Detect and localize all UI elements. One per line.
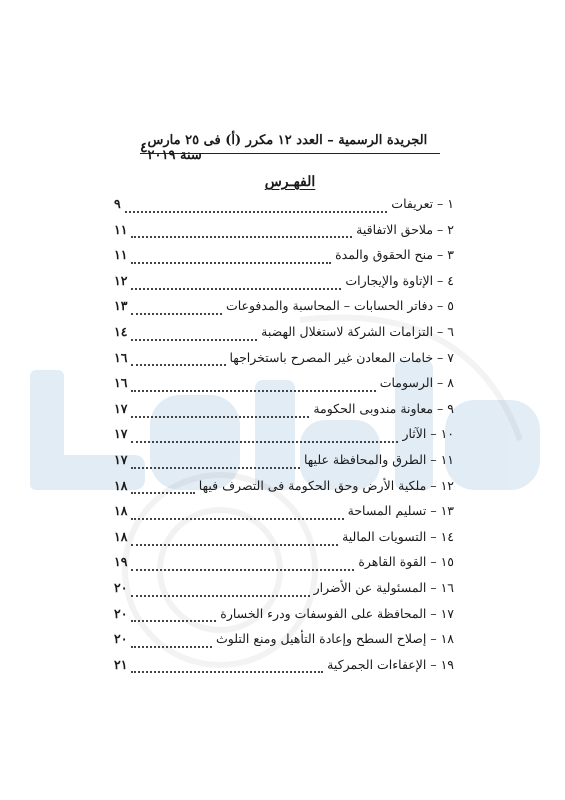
page-number: ٤: [140, 140, 148, 156]
header-rule: [140, 153, 440, 154]
toc-leader-dots: [125, 211, 388, 213]
toc-entry-text: ١٧ – المحافظة على الفوسفات ودرء الخسارة: [220, 605, 454, 621]
toc-entry: [114, 350, 454, 376]
toc-leader-dots: [131, 620, 216, 622]
toc-entry-text: ١٣ – تسليم المساحة: [347, 503, 454, 519]
toc-entry-page: ١٦: [114, 375, 128, 391]
toc-entry-text: ١٩ – الإعفاءات الجمركية: [327, 656, 454, 672]
toc-leader-dots: [131, 492, 194, 494]
toc-entry-text: ١٤ – التسويات المالية: [342, 528, 454, 544]
toc-leader-dots: [131, 646, 212, 648]
toc-entry: [114, 426, 454, 452]
toc-entry-page: ١٣: [114, 298, 128, 314]
toc-entry-page: ١٢: [114, 272, 128, 288]
toc-entry-text: ١٦ – المسئولية عن الأضرار: [313, 579, 454, 595]
toc-entry-text: ١٥ – القوة القاهرة: [358, 554, 454, 570]
toc-entry: [114, 529, 454, 555]
toc-leader-dots: [131, 262, 331, 264]
toc-leader-dots: [131, 236, 352, 238]
toc-entry-page: ١٩: [114, 554, 128, 570]
toc-entry-page: ١٨: [114, 503, 128, 519]
toc-entry-page: ١١: [114, 247, 128, 263]
toc-entry-page: ٩: [114, 196, 121, 211]
toc-entry-page: ٢٠: [114, 605, 128, 621]
toc-entry-text: ٤ – الإتاوة والإيجارات: [345, 272, 454, 288]
toc-leader-dots: [131, 364, 225, 366]
toc-entry-text: ١٠ – الآثار: [402, 426, 454, 442]
toc-entry-text: ٦ – التزامات الشركة لاستغلال الهضبة: [261, 323, 454, 339]
toc-entry: [114, 478, 454, 504]
toc-leader-dots: [131, 569, 354, 571]
toc-entry-page: ٢١: [114, 656, 128, 672]
toc-leader-dots: [131, 313, 222, 315]
toc-leader-dots: [131, 467, 300, 469]
toc-entry-page: ٢٠: [114, 579, 128, 595]
toc-entry: [114, 196, 454, 222]
toc-entry: [114, 298, 454, 324]
toc-entry-page: ١٧: [114, 400, 128, 416]
toc-entry-page: ١٨: [114, 477, 128, 493]
toc-entry-text: ١٢ – ملكية الأرض وحق الحكومة فى التصرف فيها: [198, 477, 454, 493]
toc-entry-text: ١٨ – إصلاح السطح وإعادة التأهيل ومنع التلوث: [215, 631, 454, 647]
toc-entry: [114, 375, 454, 401]
toc-entry-text: ٥ – دفاتر الحسابات – المحاسبة والمدفوعات: [225, 298, 454, 314]
gazette-title: الجريدة الرسمية – العدد ١٢ مكرر (أ) فى ٢٥ مارس سنة ٢٠١٩: [147, 133, 428, 163]
toc-entry: [114, 580, 454, 606]
toc-entry: [114, 657, 454, 683]
toc-entry: [114, 273, 454, 299]
toc-entry-text: ٩ – معاونة مندوبى الحكومة: [313, 400, 454, 416]
toc-title: الفهـرس: [264, 174, 316, 190]
toc-entry: [114, 324, 454, 350]
toc-leader-dots: [131, 595, 309, 597]
toc-leader-dots: [131, 671, 323, 673]
toc-entry-text: ٢ – ملاحق الاتفاقية: [356, 221, 454, 237]
toc-entry: [114, 606, 454, 632]
toc-entry: [114, 452, 454, 478]
toc-entry-text: ٨ – الرسومات: [379, 375, 454, 391]
toc-leader-dots: [131, 339, 257, 341]
toc-entry: [114, 247, 454, 273]
toc-entry: [114, 401, 454, 427]
toc-leader-dots: [131, 544, 338, 546]
toc-entry-page: ١٧: [114, 451, 128, 467]
toc-entry-text: ٣ – منح الحقوق والمدة: [335, 247, 454, 263]
toc-entry-page: ٢٠: [114, 631, 128, 647]
toc-entry-page: ١٧: [114, 426, 128, 442]
toc-entry-page: ١٨: [114, 528, 128, 544]
toc-entry: [114, 554, 454, 580]
toc-leader-dots: [131, 518, 343, 520]
toc-list: [114, 196, 454, 682]
toc-entry: [114, 503, 454, 529]
toc-leader-dots: [131, 416, 309, 418]
toc-entry-page: ١٤: [114, 323, 128, 339]
toc-entry-page: ١١: [114, 221, 128, 237]
toc-entry-text: ١١ – الطرق والمحافظة عليها: [303, 451, 454, 467]
toc-leader-dots: [131, 390, 375, 392]
toc-entry-page: ١٦: [114, 349, 128, 365]
toc-entry: [114, 222, 454, 248]
toc-leader-dots: [131, 288, 341, 290]
page-header: [140, 133, 440, 163]
toc-leader-dots: [131, 441, 398, 443]
toc-entry-text: ١ – تعريفات: [391, 196, 454, 211]
toc-entry: [114, 631, 454, 657]
toc-entry-text: ٧ – خامات المعادن غير المصرح باستخراجها: [229, 349, 454, 365]
